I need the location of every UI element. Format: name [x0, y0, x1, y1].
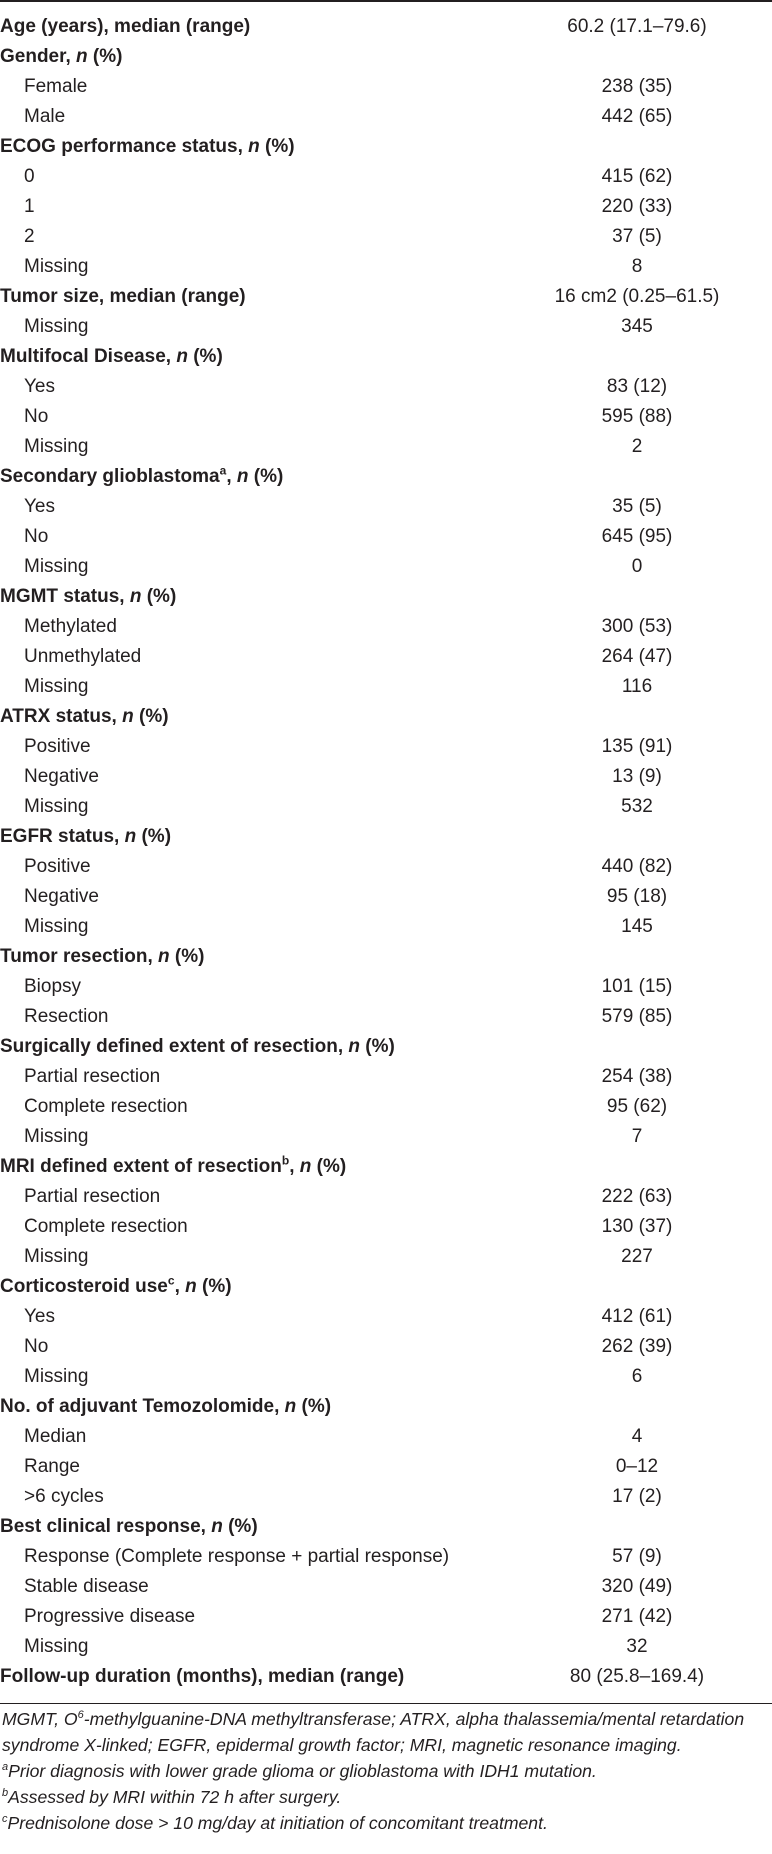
row-label-text: Missing: [24, 556, 89, 577]
row-label-text: No: [24, 1336, 49, 1357]
row-label-text: Secondary glioblastoma: [0, 466, 220, 487]
row-label: [0, 1152, 502, 1182]
row-label-text: Yes: [24, 496, 55, 517]
row-label: [0, 1242, 502, 1272]
row-label-text: Unmethylated: [24, 646, 142, 667]
table-row: [0, 522, 772, 552]
percent-label: (%): [141, 586, 177, 607]
n-symbol: n: [211, 1516, 223, 1537]
footnote-c: [2, 1810, 768, 1836]
table-row: [0, 762, 772, 792]
row-label: [0, 1332, 502, 1362]
table-row: [0, 432, 772, 462]
row-label-text: Range: [24, 1456, 80, 1477]
n-symbol: n: [299, 1156, 312, 1177]
footnote-a-text: Prior diagnosis with lower grade glioma or glioblastoma with IDH1 mutation.: [8, 1761, 597, 1781]
table-row: [0, 912, 772, 942]
section-header-row: [0, 1032, 772, 1062]
row-label-text: Missing: [24, 1126, 89, 1147]
row-label-text: Median: [24, 1426, 87, 1447]
abbreviations-footnote: [2, 1706, 768, 1758]
row-value: 135 (91): [601, 736, 673, 757]
table-row: [0, 642, 772, 672]
table-footnotes: [2, 1706, 768, 1836]
percent-label: (%): [187, 346, 223, 367]
row-value: 2: [631, 436, 643, 457]
row-label: [0, 1092, 502, 1122]
row-label-text: Response (Complete response + partial response): [24, 1546, 450, 1567]
row-label-text: No: [24, 526, 49, 547]
row-label: [0, 582, 502, 612]
row-label: [0, 1632, 502, 1662]
row-label: [0, 1392, 502, 1422]
section-header-row: [0, 822, 772, 852]
table-row: [0, 1632, 772, 1662]
table-row: [0, 402, 772, 432]
row-value: 220 (33): [601, 196, 673, 217]
table-row: [0, 552, 772, 582]
row-label: [0, 642, 502, 672]
table-row: [0, 1332, 772, 1362]
percent-label: (%): [87, 46, 123, 67]
n-symbol: n: [122, 706, 134, 727]
row-label: [0, 792, 502, 822]
row-label-text: MGMT status,: [0, 586, 130, 607]
section-header-row: [0, 1392, 772, 1422]
section-header-row: [0, 1512, 772, 1542]
row-label-text: Missing: [24, 436, 89, 457]
row-value: 4: [631, 1426, 643, 1447]
row-label-text: Positive: [24, 856, 91, 877]
row-value: 300 (53): [601, 616, 673, 637]
section-header-row: [0, 462, 772, 492]
table-row: [0, 1482, 772, 1512]
section-header-row: [0, 12, 772, 42]
row-label-text: Stable disease: [24, 1576, 149, 1597]
footnote-b: [2, 1784, 768, 1810]
row-label: [0, 462, 502, 492]
row-label: [0, 1122, 502, 1152]
row-label-text: No: [24, 406, 49, 427]
row-label-text: >6 cycles: [24, 1486, 104, 1507]
row-label-text: Female: [24, 76, 88, 97]
section-header-row: [0, 702, 772, 732]
row-label: [0, 822, 502, 852]
row-value: 345: [621, 316, 653, 337]
row-value: 271 (42): [601, 1606, 673, 1627]
row-value: 440 (82): [601, 856, 673, 877]
row-value: 83 (12): [606, 376, 668, 397]
row-label: [0, 12, 502, 42]
row-label: [0, 372, 502, 402]
row-value: 116: [621, 676, 653, 697]
n-symbol: n: [124, 826, 137, 847]
footnote-c-text: Prednisolone dose > 10 mg/day at initiation of concomitant treatment.: [7, 1813, 548, 1833]
row-label-text: Negative: [24, 766, 99, 787]
row-label: [0, 132, 502, 162]
table-row: [0, 72, 772, 102]
row-label: [0, 72, 502, 102]
row-label: [0, 522, 502, 552]
row-label: [0, 1572, 502, 1602]
row-label: [0, 1032, 502, 1062]
row-label-text: 0: [24, 166, 35, 187]
row-value: [502, 822, 772, 852]
footnote-a: [2, 1758, 768, 1784]
row-label: [0, 552, 502, 582]
row-label-text: Partial resection: [24, 1186, 161, 1207]
row-label-text: Missing: [24, 1366, 89, 1387]
row-value: 8: [631, 256, 643, 277]
row-value: [502, 942, 772, 972]
row-value: 32: [626, 1636, 648, 1657]
table-row: [0, 882, 772, 912]
table-row: [0, 1242, 772, 1272]
row-label-text: Missing: [24, 256, 89, 277]
footnote-marker: a: [219, 463, 227, 478]
row-label-text: No. of adjuvant Temozolomide,: [0, 1396, 285, 1417]
row-value: 254 (38): [601, 1066, 673, 1087]
row-value: [502, 1392, 772, 1422]
table-row: [0, 1212, 772, 1242]
row-value: 412 (61): [601, 1306, 673, 1327]
row-label: [0, 1182, 502, 1212]
row-label-text: Gender,: [0, 46, 77, 67]
row-label-text: Negative: [24, 886, 99, 907]
table-row: [0, 612, 772, 642]
table-body: [0, 12, 772, 1692]
row-label-text: Yes: [24, 376, 55, 397]
row-label-text: Methylated: [24, 616, 117, 637]
row-label: [0, 732, 502, 762]
table-row: [0, 1572, 772, 1602]
row-value: 262 (39): [601, 1336, 673, 1357]
row-value: 595 (88): [601, 406, 673, 427]
percent-label: (%): [222, 1516, 258, 1537]
row-label: [0, 162, 502, 192]
row-label: [0, 432, 502, 462]
n-symbol: n: [158, 946, 170, 967]
section-header-row: [0, 342, 772, 372]
row-label-text: 1: [24, 196, 35, 217]
row-value: [502, 1032, 772, 1062]
row-label-text: Missing: [24, 316, 89, 337]
section-header-row: [0, 942, 772, 972]
row-label-text: Missing: [24, 916, 89, 937]
row-label: [0, 972, 502, 1002]
row-value: 57 (9): [612, 1546, 662, 1567]
table-row: [0, 1602, 772, 1632]
row-label-text: Follow-up duration (months), median (range): [0, 1666, 405, 1687]
row-label: [0, 1272, 502, 1302]
abbrev-text-1: MGMT, O: [2, 1709, 78, 1729]
table-row: [0, 1422, 772, 1452]
section-header-row: [0, 1152, 772, 1182]
table-row: [0, 1062, 772, 1092]
section-header-row: [0, 282, 772, 312]
row-label-text: Missing: [24, 676, 89, 697]
row-label: [0, 402, 502, 432]
row-label: [0, 252, 502, 282]
row-value: 442 (65): [601, 106, 673, 127]
table-row: [0, 792, 772, 822]
row-value: [502, 702, 772, 732]
n-symbol: n: [185, 1276, 197, 1297]
row-value: 35 (5): [612, 496, 662, 517]
row-label-text: Complete resection: [24, 1216, 188, 1237]
row-label-text: Missing: [24, 796, 89, 817]
row-value: 37 (5): [612, 226, 662, 247]
row-label-text: EGFR status,: [0, 826, 125, 847]
percent-label: (%): [248, 466, 284, 487]
percent-label: (%): [196, 1276, 232, 1297]
row-label-text: Tumor resection,: [0, 946, 159, 967]
table-row: [0, 672, 772, 702]
row-label-text: Positive: [24, 736, 91, 757]
row-value: 95 (62): [606, 1096, 668, 1117]
row-label: [0, 1062, 502, 1092]
row-value: [502, 342, 772, 372]
row-value: 17 (2): [612, 1486, 662, 1507]
row-label: [0, 312, 502, 342]
row-label-text: Yes: [24, 1306, 55, 1327]
row-label-text: Resection: [24, 1006, 109, 1027]
row-label: [0, 1482, 502, 1512]
row-label: [0, 942, 502, 972]
row-label-text: Complete resection: [24, 1096, 188, 1117]
row-label-separator: ,: [226, 466, 237, 487]
row-label: [0, 612, 502, 642]
row-label: [0, 1422, 502, 1452]
percent-label: (%): [296, 1396, 332, 1417]
table-row: [0, 1182, 772, 1212]
row-value: 60.2 (17.1–79.6): [567, 16, 707, 37]
row-label: [0, 342, 502, 372]
row-value: 532: [621, 796, 653, 817]
row-label: [0, 1512, 502, 1542]
n-symbol: n: [176, 346, 188, 367]
row-value: [502, 462, 772, 492]
row-value: 415 (62): [601, 166, 673, 187]
row-label: [0, 192, 502, 222]
row-value: 130 (37): [601, 1216, 673, 1237]
abbrev-superscript: 6: [77, 1709, 84, 1722]
row-label-text: Missing: [24, 1636, 89, 1657]
table-row: [0, 222, 772, 252]
footnote-b-mark: b: [2, 1787, 9, 1800]
row-value: 579 (85): [601, 1006, 673, 1027]
footnote-c-mark: c: [2, 1813, 8, 1826]
row-label: [0, 672, 502, 702]
row-label-text: MRI defined extent of resection: [0, 1156, 282, 1177]
row-label: [0, 1662, 502, 1692]
row-label-text: Progressive disease: [24, 1606, 196, 1627]
row-label: [0, 1302, 502, 1332]
row-value: 320 (49): [601, 1576, 673, 1597]
section-header-row: [0, 1662, 772, 1692]
footnote-marker: b: [281, 1153, 290, 1168]
row-label: [0, 762, 502, 792]
footnote-marker: c: [167, 1273, 175, 1288]
percent-label: (%): [136, 826, 172, 847]
n-symbol: n: [129, 586, 142, 607]
percent-label: (%): [311, 1156, 347, 1177]
table-row: [0, 102, 772, 132]
row-value: [502, 1152, 772, 1182]
row-label-text: Biopsy: [24, 976, 82, 997]
row-label: [0, 1362, 502, 1392]
row-label-text: Age (years), median (range): [0, 16, 251, 37]
row-value: [502, 1512, 772, 1542]
section-header-row: [0, 132, 772, 162]
section-header-row: [0, 582, 772, 612]
row-label: [0, 42, 502, 72]
row-label-text: ECOG performance status,: [0, 136, 249, 157]
n-symbol: n: [76, 46, 88, 67]
row-value: 6: [631, 1366, 643, 1387]
row-label-text: Corticosteroid use: [0, 1276, 168, 1297]
row-value: 227: [621, 1246, 653, 1267]
row-value: [502, 1272, 772, 1302]
table-row: [0, 972, 772, 1002]
row-value: [502, 132, 772, 162]
row-value: 0–12: [615, 1456, 659, 1477]
row-value: 101 (15): [601, 976, 673, 997]
n-symbol: n: [236, 466, 249, 487]
row-value: 80 (25.8–169.4): [569, 1666, 705, 1687]
patient-characteristics-table: [0, 12, 772, 1692]
row-value: 645 (95): [601, 526, 673, 547]
table-row: [0, 1452, 772, 1482]
row-value: [502, 582, 772, 612]
table-row: [0, 1302, 772, 1332]
row-label-text: Male: [24, 106, 66, 127]
footnote-a-mark: a: [2, 1761, 9, 1774]
row-label-text: Multifocal Disease,: [0, 346, 177, 367]
section-header-row: [0, 42, 772, 72]
row-label-text: Missing: [24, 1246, 89, 1267]
row-label-text: 2: [24, 226, 35, 247]
n-symbol: n: [248, 136, 260, 157]
row-label: [0, 1452, 502, 1482]
row-label: [0, 852, 502, 882]
table-row: [0, 732, 772, 762]
row-label-text: Tumor size, median (range): [0, 286, 246, 307]
table-row: [0, 852, 772, 882]
section-header-row: [0, 1272, 772, 1302]
row-value: 145: [621, 916, 653, 937]
row-label-text: Partial resection: [24, 1066, 161, 1087]
table-row: [0, 372, 772, 402]
n-symbol: n: [284, 1396, 297, 1417]
row-label: [0, 1602, 502, 1632]
table-row: [0, 312, 772, 342]
row-value: 222 (63): [601, 1186, 673, 1207]
table-row: [0, 252, 772, 282]
abbrev-text-2: -methylguanine-DNA methyltransferase; ATRX, alpha thalassemia/mental retardation syndrome X-linked; EGFR, epidermal growth factor; MRI, magnetic resonance imaging.: [2, 1709, 745, 1755]
percent-label: (%): [169, 946, 205, 967]
row-label: [0, 1002, 502, 1032]
row-value: [502, 42, 772, 72]
row-label: [0, 882, 502, 912]
row-label-text: ATRX status,: [0, 706, 123, 727]
percent-label: (%): [360, 1036, 395, 1057]
row-label: [0, 222, 502, 252]
percent-label: (%): [259, 136, 295, 157]
row-label: [0, 1212, 502, 1242]
table-row: [0, 492, 772, 522]
row-label: [0, 282, 502, 312]
table-row: [0, 1092, 772, 1122]
footer-rule: [0, 1703, 772, 1704]
percent-label: (%): [133, 706, 169, 727]
n-symbol: n: [348, 1036, 361, 1057]
row-value: 7: [631, 1126, 643, 1147]
row-value: 238 (35): [601, 76, 673, 97]
top-rule: [0, 0, 772, 2]
table-row: [0, 1362, 772, 1392]
row-value: 264 (47): [601, 646, 673, 667]
row-label: [0, 702, 502, 732]
row-label-text: Best clinical response,: [0, 1516, 212, 1537]
row-label: [0, 912, 502, 942]
row-value: 16 cm2 (0.25–61.5): [554, 286, 720, 307]
footnote-b-text: Assessed by MRI within 72 h after surgery.: [8, 1787, 342, 1807]
row-label-separator: ,: [174, 1276, 186, 1297]
table-row: [0, 1122, 772, 1152]
table-row: [0, 162, 772, 192]
table-row: [0, 192, 772, 222]
table-row: [0, 1002, 772, 1032]
row-label: [0, 492, 502, 522]
table-row: [0, 1542, 772, 1572]
row-value: 95 (18): [606, 886, 668, 907]
row-label-separator: ,: [289, 1156, 300, 1177]
row-value: 0: [631, 556, 643, 577]
row-label-text: Surgically defined extent of resection,: [0, 1036, 349, 1057]
row-label: [0, 1542, 502, 1572]
row-value: 13 (9): [612, 766, 662, 787]
row-label: [0, 102, 502, 132]
